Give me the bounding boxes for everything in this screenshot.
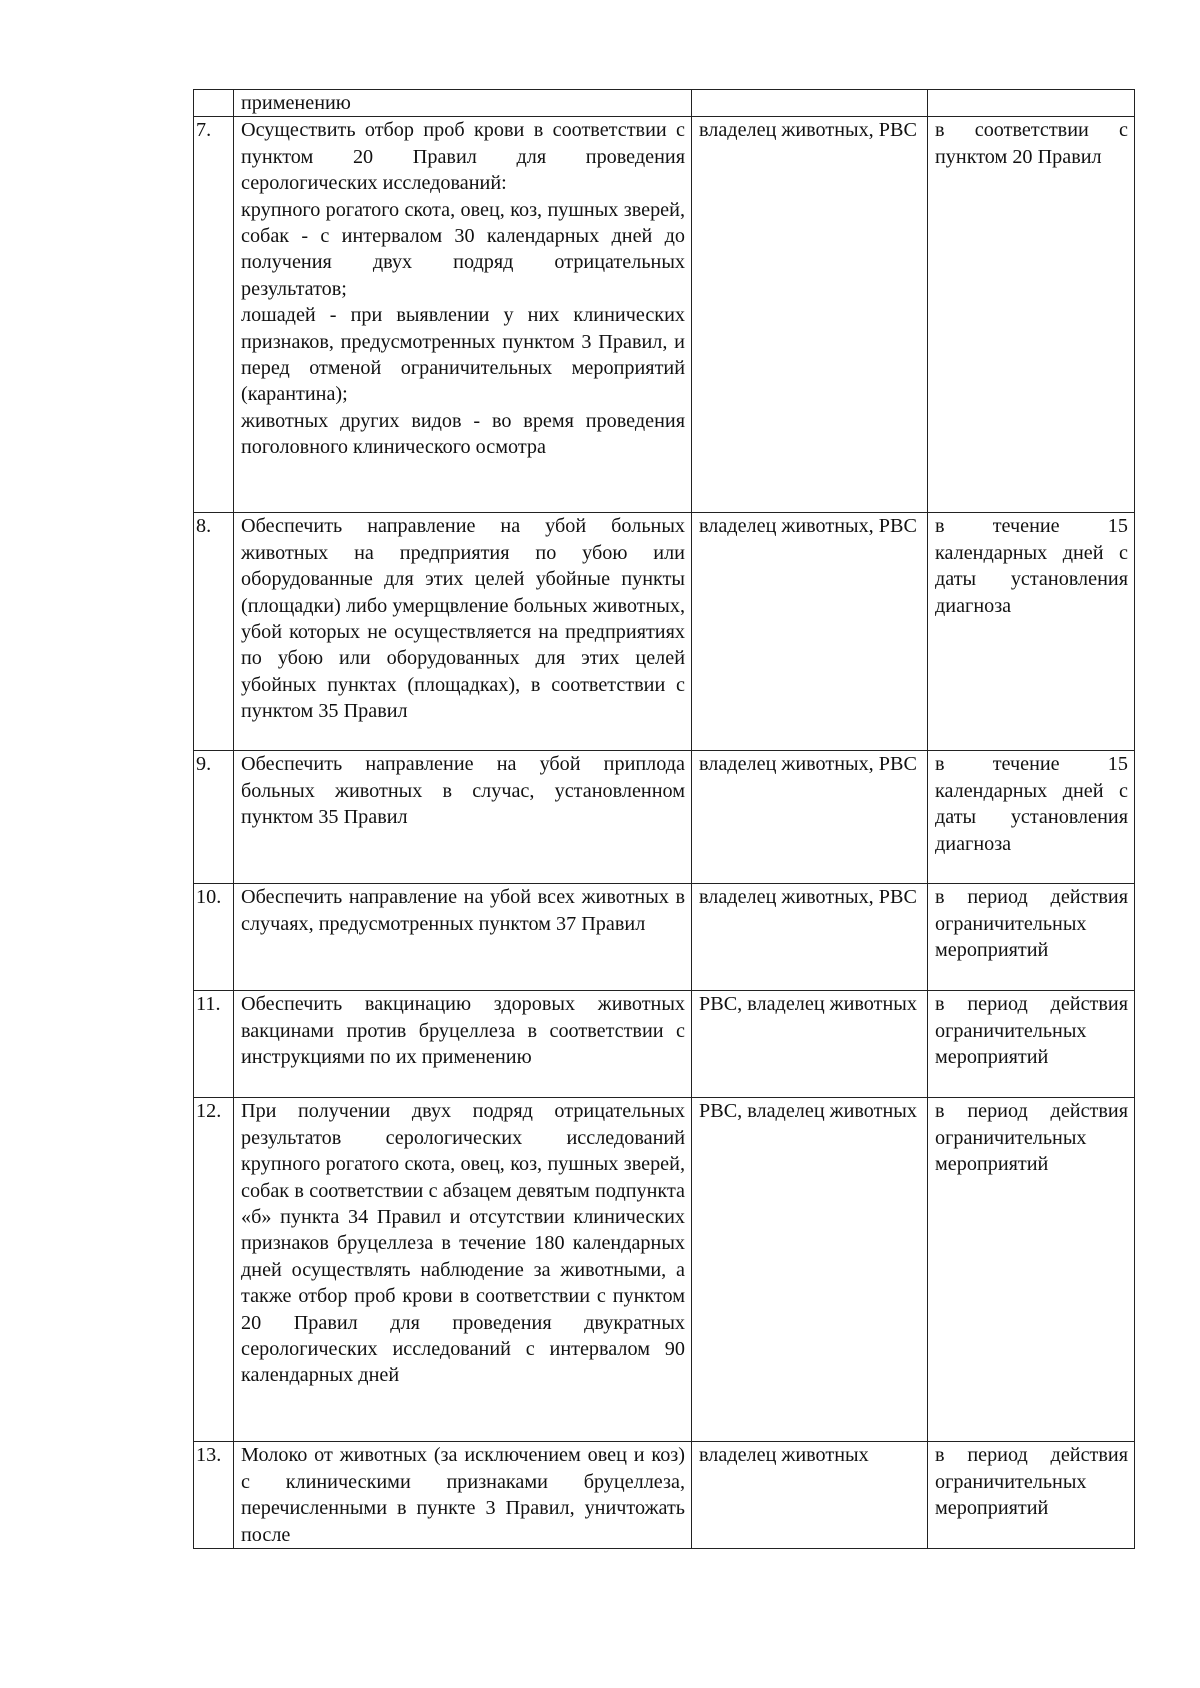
action-cell [234,884,692,991]
row-number: 11. [194,991,234,1098]
row-number: 9. [194,751,234,884]
action-cell [234,991,692,1098]
table-row [194,751,1135,884]
term-text: в период действия ограничительных мероприятий [935,886,1128,962]
row-number: 7. [194,117,234,513]
row-number: 8. [194,513,234,751]
action-cell [234,1442,692,1549]
responsible-text: владелец животных, РВС [699,753,917,776]
table-row [194,117,1135,513]
responsible-text: владелец животных, РВС [699,886,917,909]
row-number: 12. [194,1098,234,1442]
term-text: в период действия ограничительных мероприятий [935,1444,1128,1520]
responsible-text: владелец животных, РВС [699,515,917,538]
action-cell [234,513,692,751]
table-row [194,513,1135,751]
table-row [194,991,1135,1098]
action-text: Осуществить отбор проб крови в соответствии с пунктом 20 Правил для проведения серологических исследований: крупного рогатого скота, овец, коз, пушных зверей, собак - с интервалом 30 календарных дней до получения двух подряд отрицательных результатов; лошадей - при выявлении у них клинических признаков, предусмотренных пунктом 3 Правил, и перед отменой ограничительных мероприятий (карантина); животных других видов - во время проведения поголовного клинического осмотра [241,119,685,459]
action-cell [234,751,692,884]
action-cell [234,90,692,117]
measures-table [193,89,1135,1549]
table-row [194,1442,1135,1549]
action-text: Обеспечить вакцинацию здоровых животных вакцинами против бруцеллеза в соответствии с инструкциями по их применению [241,993,685,1069]
term-cell [928,1442,1135,1549]
term-cell [928,991,1135,1098]
action-text: Обеспечить направление на убой больных животных на предприятия по убою или оборудованные для этих целей убойные пункты (площадки) либо умерщвление больных животных, убой которых не осуществляется на предприятиях по убою или оборудованных для этих целей убойных пунктах (площадках), в соответствии с пунктом 35 Правил [241,515,685,723]
term-text: в течение 15 календарных дней с даты установления диагноза [935,753,1128,855]
term-cell [928,90,1135,117]
action-text: Обеспечить направление на убой приплода больных животных в случас, установленном пунктом 35 Правил [241,753,685,829]
responsible-cell [692,1442,928,1549]
action-text: При получении двух подряд отрицательных результатов серологических исследований крупного рогатого скота, овец, коз, пушных зверей, собак в соответствии с абзацем девятым подпункта «б» пункта 34 Правил и отсутствии клинических признаков бруцеллеза в течение 180 календарных дней осуществлять наблюдение за животными, а также отбор проб крови в соответствии с пунктом 20 Правил для проведения двукратных серологических исследований с интервалом 90 календарных дней [241,1100,685,1387]
row-number [194,90,234,117]
action-text: Обеспечить направление на убой всех животных в случаях, предусмотренных пунктом 37 Правил [241,886,685,935]
responsible-cell [692,117,928,513]
row-number: 10. [194,884,234,991]
row-number: 13. [194,1442,234,1549]
term-cell [928,751,1135,884]
responsible-text: РВС, владелец животных [699,993,917,1016]
action-cell [234,1098,692,1442]
term-text: в течение 15 календарных дней с даты установления диагноза [935,515,1128,617]
table-row [194,1098,1135,1442]
responsible-cell [692,884,928,991]
term-cell [928,884,1135,991]
action-text: применению [241,92,351,114]
responsible-cell [692,751,928,884]
responsible-cell [692,1098,928,1442]
responsible-text: владелец животных [699,1444,869,1467]
responsible-cell [692,90,928,117]
responsible-cell [692,991,928,1098]
term-text: в период действия ограничительных мероприятий [935,993,1128,1069]
table-row [194,884,1135,991]
table-row [194,90,1135,117]
term-cell [928,1098,1135,1442]
action-text: Молоко от животных (за исключением овец и коз) с клиническими признаками бруцеллеза, перечисленными в пункте 3 Правил, уничтожать после [241,1444,685,1546]
responsible-text: РВС, владелец животных [699,1100,917,1123]
action-cell [234,117,692,513]
term-text: в соответствии с пунктом 20 Правил [935,119,1128,168]
term-text: в период действия ограничительных мероприятий [935,1100,1128,1176]
responsible-cell [692,513,928,751]
term-cell [928,117,1135,513]
responsible-text: владелец животных, РВС [699,119,917,142]
term-cell [928,513,1135,751]
